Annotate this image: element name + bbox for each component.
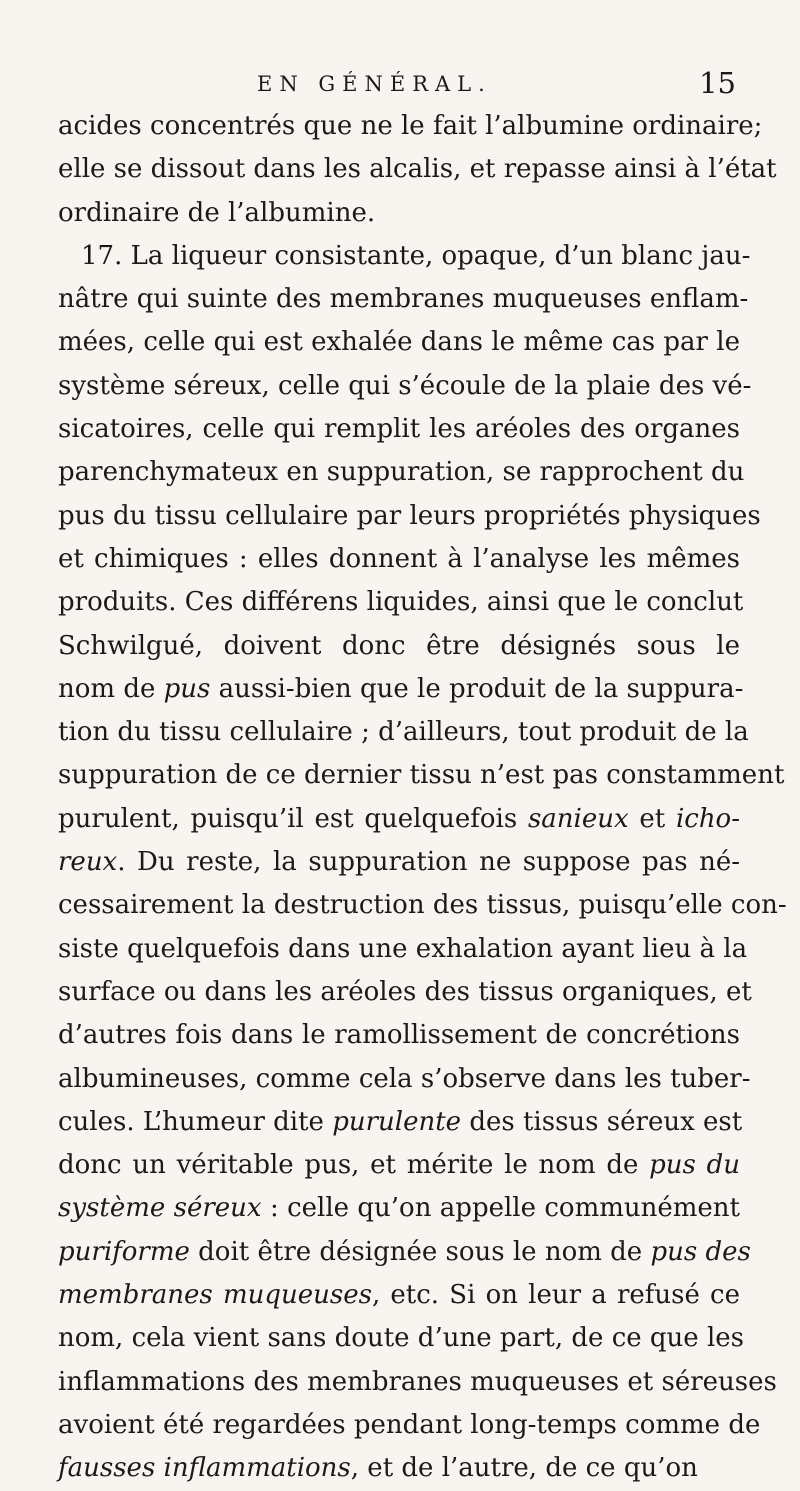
- text-run: 17. La liqueur consistante, opaque, d’un blanc jau-: [81, 240, 751, 271]
- text-line: [58, 451, 745, 494]
- text-line: [58, 1404, 761, 1447]
- text-line: [58, 1101, 743, 1144]
- italic-text: pus du: [649, 1150, 741, 1181]
- text-run: , et de l’autre, de ce qu’on: [350, 1453, 698, 1484]
- italic-text: purulente: [332, 1106, 462, 1137]
- text-run: . Du reste, la suppuration ne suppose pas né-: [117, 847, 740, 878]
- text-line: [58, 1361, 777, 1404]
- text-run: sicatoires, celle qui remplit les aréoles des organes: [58, 414, 740, 445]
- text-line: [58, 928, 748, 971]
- italic-text: puriforme: [58, 1236, 190, 1267]
- italic-text: icho-: [675, 803, 740, 834]
- text-line: [58, 668, 744, 711]
- text-line: [58, 278, 749, 321]
- italic-text: reux: [58, 847, 118, 878]
- text-run: ordinaire de l’albumine.: [58, 197, 376, 228]
- text-run: aussi-bien que le produit de la suppura-: [210, 673, 744, 704]
- italic-text: membranes muqueuses: [58, 1280, 372, 1311]
- text-line: [58, 148, 777, 191]
- text-run: cessairement la destruction des tissus, puisqu’elle con-: [58, 890, 787, 921]
- text-line: [58, 105, 763, 148]
- text-line: [58, 971, 752, 1014]
- text-run: elle se dissout dans les alcalis, et repasse ainsi à l’état: [58, 154, 777, 185]
- text-line: [58, 192, 740, 235]
- text-line: [58, 1447, 740, 1490]
- body-text: [58, 105, 787, 1491]
- text-run: parenchymateux en suppuration, se rapprochent du: [58, 457, 745, 488]
- text-run: surface ou dans les aréoles des tissus organiques, et: [58, 976, 752, 1007]
- text-run: mées, celle qui est exhalée dans le même cas par le: [58, 327, 740, 358]
- text-line: [58, 235, 751, 278]
- text-run: cules. L’humeur dite: [58, 1106, 333, 1137]
- text-line: [58, 1231, 751, 1274]
- text-run: purulent, puisqu’il est quelquefois: [58, 803, 528, 834]
- running-title: EN GÉNÉRAL.: [257, 72, 492, 96]
- page-number: 15: [699, 66, 736, 100]
- text-run: des tissus séreux est: [461, 1106, 743, 1137]
- text-line: [58, 321, 740, 364]
- text-run: doit être désignée sous le nom de: [189, 1236, 651, 1267]
- text-run: : celle qu’on appelle communément: [261, 1193, 741, 1224]
- text-line: [58, 841, 740, 884]
- text-run: nom, cela vient sans doute d’une part, de ce que les: [58, 1323, 744, 1354]
- text-run: produits. Ces différens liquides, ainsi que le conclut: [58, 587, 744, 618]
- text-run: nom de: [58, 673, 164, 704]
- text-line: [58, 798, 740, 841]
- italic-text: pus: [163, 673, 211, 704]
- text-line: [58, 1014, 740, 1057]
- italic-text: sanieux: [527, 803, 629, 834]
- text-run: nâtre qui suinte des membranes muqueuses enflam-: [58, 284, 749, 315]
- running-head: [0, 66, 800, 104]
- text-line: [58, 711, 749, 754]
- text-line: [58, 581, 744, 624]
- text-line: [58, 365, 752, 408]
- text-line: [58, 884, 787, 927]
- text-run: pus du tissu cellulaire par leurs propriétés physiques: [58, 500, 761, 531]
- text-line: [58, 408, 740, 451]
- text-run: inflammations des membranes muqueuses et séreuses: [58, 1366, 777, 1397]
- text-run: albumineuses, comme cela s’observe dans les tuber-: [58, 1063, 751, 1094]
- text-run: système séreux, celle qui s’écoule de la plaie des vé-: [58, 370, 752, 401]
- text-line: [58, 625, 740, 668]
- text-run: et chimiques : elles donnent à l’analyse les mêmes: [58, 543, 740, 574]
- text-run: d’autres fois dans le ramollissement de concrétions: [58, 1020, 740, 1051]
- text-line: [58, 754, 785, 797]
- text-run: donc un véritable pus, et mérite le nom de: [58, 1150, 650, 1181]
- text-run: avoient été regardées pendant long-temps comme de: [58, 1409, 761, 1440]
- italic-text: système séreux: [58, 1193, 262, 1224]
- text-line: [58, 495, 761, 538]
- text-run: suppuration de ce dernier tissu n’est pas constamment: [58, 760, 785, 791]
- text-line: [58, 1274, 740, 1317]
- text-run: acides concentrés que ne le fait l’albumine ordinaire;: [58, 111, 763, 141]
- text-run: Schwilgué, doivent donc être désignés sous le: [58, 630, 740, 661]
- text-line: [58, 1058, 751, 1101]
- text-run: , etc. Si on leur a refusé ce: [371, 1280, 741, 1311]
- italic-text: pus des: [650, 1236, 751, 1267]
- text-run: tion du tissu cellulaire ; d’ailleurs, tout produit de la: [58, 717, 749, 748]
- text-line: [58, 1187, 740, 1230]
- text-line: [58, 1144, 740, 1187]
- text-line: [58, 538, 740, 581]
- text-line: [58, 1317, 744, 1360]
- text-run: et: [628, 803, 676, 834]
- italic-text: fausses inflammations: [58, 1453, 351, 1484]
- text-run: siste quelquefois dans une exhalation ayant lieu à la: [58, 933, 748, 964]
